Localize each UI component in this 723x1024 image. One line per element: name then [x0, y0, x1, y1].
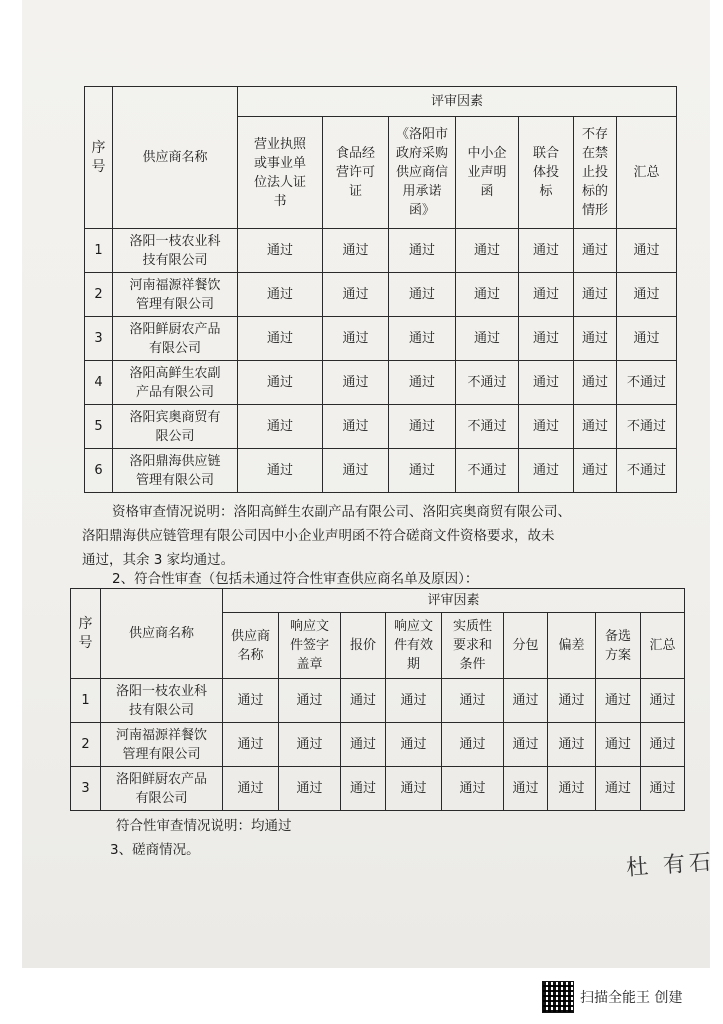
qualification-note-line-1: 资格审查情况说明：洛阳高鲜生农副产品有限公司、洛阳宾奥商贸有限公司、	[112, 504, 571, 520]
result-cell: 不通过	[617, 449, 677, 493]
result-cell: 通过	[504, 679, 548, 723]
result-cell: 通过	[341, 679, 386, 723]
result-cell: 通过	[641, 679, 685, 723]
col-header: 分包	[504, 613, 548, 679]
table2-body	[71, 679, 685, 811]
result-cell: 通过	[238, 449, 323, 493]
table-row	[71, 679, 685, 723]
result-cell: 通过	[519, 317, 574, 361]
review-factors-header: 评审因素	[238, 87, 677, 117]
row-seq: 2	[85, 273, 113, 317]
col-header: 汇总	[641, 613, 685, 679]
result-cell: 通过	[341, 723, 386, 767]
result-cell: 通过	[238, 317, 323, 361]
col-header: 不存 在禁 止投 标的 情形	[574, 117, 617, 229]
result-cell: 通过	[596, 679, 641, 723]
result-cell: 通过	[389, 229, 456, 273]
col-header: 食品经 营许可 证	[323, 117, 389, 229]
section-3-heading: 3、磋商情况。	[110, 842, 200, 858]
result-cell: 通过	[456, 229, 519, 273]
result-cell: 通过	[386, 767, 442, 811]
result-cell: 通过	[574, 449, 617, 493]
review-factors-header: 评审因素	[223, 589, 685, 613]
row-seq: 3	[71, 767, 101, 811]
result-cell: 通过	[238, 273, 323, 317]
result-cell: 通过	[323, 317, 389, 361]
result-cell: 通过	[641, 767, 685, 811]
result-cell: 通过	[574, 229, 617, 273]
table-row	[85, 273, 677, 317]
row-seq: 3	[85, 317, 113, 361]
result-cell: 通过	[617, 229, 677, 273]
col-header: 实质性 要求和 条件	[442, 613, 504, 679]
col-header: 营业执照 或事业单 位法人证 书	[238, 117, 323, 229]
result-cell: 通过	[574, 273, 617, 317]
table-row	[85, 317, 677, 361]
result-cell: 通过	[456, 317, 519, 361]
result-cell: 通过	[548, 767, 596, 811]
col-header: 中小企 业声明 函	[456, 117, 519, 229]
qualification-note-line-2: 洛阳鼎海供应链管理有限公司因中小企业声明函不符合磋商文件资格要求，故未	[82, 528, 555, 544]
result-cell: 不通过	[617, 361, 677, 405]
table-row	[85, 405, 677, 449]
col-header: 供应商 名称	[223, 613, 279, 679]
row-seq: 1	[85, 229, 113, 273]
col-header: 备选 方案	[596, 613, 641, 679]
table1-body	[85, 229, 677, 493]
table-row	[71, 723, 685, 767]
result-cell: 通过	[389, 449, 456, 493]
result-cell: 通过	[223, 679, 279, 723]
scanner-watermark-text: 扫描全能王 创建	[580, 990, 683, 1006]
result-cell: 通过	[617, 317, 677, 361]
supplier-name: 洛阳一枝农业科 技有限公司	[101, 679, 223, 723]
result-cell: 通过	[574, 361, 617, 405]
result-cell: 不通过	[617, 405, 677, 449]
supplier-name: 洛阳高鲜生农副 产品有限公司	[113, 361, 238, 405]
scanner-watermark	[542, 982, 682, 1012]
result-cell: 不通过	[456, 361, 519, 405]
col-header: 《洛阳市 政府采购 供应商信 用承诺 函》	[389, 117, 456, 229]
compliance-review-table	[70, 588, 685, 811]
result-cell: 通过	[519, 229, 574, 273]
result-cell: 通过	[389, 361, 456, 405]
result-cell: 通过	[617, 273, 677, 317]
result-cell: 通过	[596, 723, 641, 767]
row-seq: 1	[71, 679, 101, 723]
col-header: 联合 体投 标	[519, 117, 574, 229]
result-cell: 通过	[223, 767, 279, 811]
row-seq: 5	[85, 405, 113, 449]
result-cell: 通过	[323, 449, 389, 493]
result-cell: 通过	[341, 767, 386, 811]
result-cell: 通过	[279, 679, 341, 723]
supplier-name: 河南福源祥餐饮 管理有限公司	[101, 723, 223, 767]
result-cell: 通过	[386, 679, 442, 723]
result-cell: 通过	[323, 405, 389, 449]
result-cell: 通过	[641, 723, 685, 767]
result-cell: 通过	[504, 723, 548, 767]
col-header: 汇总	[617, 117, 677, 229]
seq-header: 序 号	[85, 87, 113, 229]
result-cell: 通过	[504, 767, 548, 811]
result-cell: 通过	[519, 361, 574, 405]
qualification-review-table	[84, 86, 677, 493]
result-cell: 通过	[238, 405, 323, 449]
supplier-name-header: 供应商名称	[101, 589, 223, 679]
col-header: 报价	[341, 613, 386, 679]
result-cell: 通过	[596, 767, 641, 811]
result-cell: 通过	[323, 273, 389, 317]
result-cell: 通过	[386, 723, 442, 767]
supplier-name: 河南福源祥餐饮 管理有限公司	[113, 273, 238, 317]
result-cell: 通过	[323, 229, 389, 273]
document-page	[22, 0, 716, 968]
result-cell: 通过	[238, 361, 323, 405]
table-row	[85, 361, 677, 405]
result-cell: 通过	[442, 723, 504, 767]
col-header: 响应文 件签字 盖章	[279, 613, 341, 679]
result-cell: 通过	[279, 723, 341, 767]
result-cell: 通过	[223, 723, 279, 767]
result-cell: 通过	[574, 317, 617, 361]
result-cell: 通过	[574, 405, 617, 449]
supplier-name-header: 供应商名称	[113, 87, 238, 229]
row-seq: 6	[85, 449, 113, 493]
result-cell: 通过	[442, 767, 504, 811]
result-cell: 通过	[548, 679, 596, 723]
qualification-note-line-3: 通过，其余 3 家均通过。	[82, 552, 235, 568]
handwritten-signature: 杜 有石	[625, 849, 716, 882]
result-cell: 通过	[548, 723, 596, 767]
supplier-name: 洛阳鲜厨农产品 有限公司	[101, 767, 223, 811]
table-row	[85, 449, 677, 493]
supplier-name: 洛阳一枝农业科 技有限公司	[113, 229, 238, 273]
result-cell: 通过	[519, 273, 574, 317]
col-header: 响应文 件有效 期	[386, 613, 442, 679]
row-seq: 2	[71, 723, 101, 767]
qr-code-icon	[542, 981, 574, 1013]
result-cell: 通过	[389, 317, 456, 361]
result-cell: 通过	[519, 405, 574, 449]
seq-header: 序 号	[71, 589, 101, 679]
result-cell: 通过	[238, 229, 323, 273]
compliance-note: 符合性审查情况说明：均通过	[116, 818, 292, 834]
result-cell: 通过	[389, 273, 456, 317]
result-cell: 不通过	[456, 405, 519, 449]
supplier-name: 洛阳鲜厨农产品 有限公司	[113, 317, 238, 361]
supplier-name: 洛阳鼎海供应链 管理有限公司	[113, 449, 238, 493]
result-cell: 不通过	[456, 449, 519, 493]
result-cell: 通过	[519, 449, 574, 493]
supplier-name: 洛阳宾奥商贸有 限公司	[113, 405, 238, 449]
table-row	[85, 229, 677, 273]
table-row	[71, 767, 685, 811]
row-seq: 4	[85, 361, 113, 405]
section-2-heading: 2、符合性审查（包括未通过符合性审查供应商名单及原因）：	[112, 571, 479, 587]
result-cell: 通过	[442, 679, 504, 723]
result-cell: 通过	[279, 767, 341, 811]
col-header: 偏差	[548, 613, 596, 679]
result-cell: 通过	[323, 361, 389, 405]
result-cell: 通过	[456, 273, 519, 317]
result-cell: 通过	[389, 405, 456, 449]
